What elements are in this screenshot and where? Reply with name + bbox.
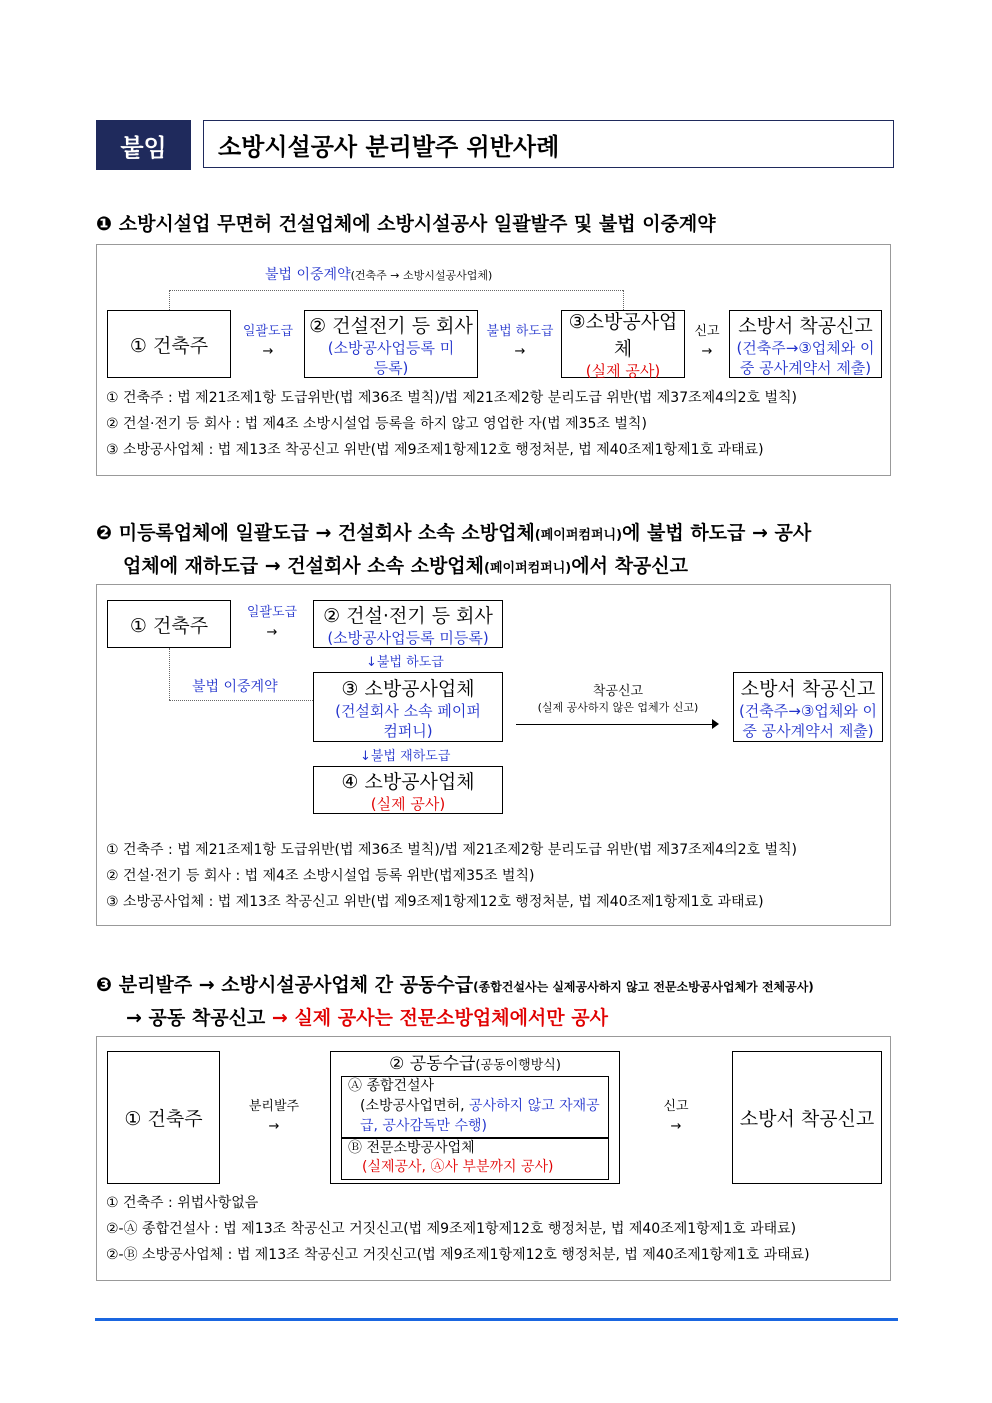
s2-contractor-title: ② 건설·전기 등 회사	[323, 604, 493, 627]
s2-dual-line-v	[169, 648, 170, 700]
section2-title-part: 에서 착공신고	[571, 555, 688, 577]
s3-fire-station-box	[732, 1051, 882, 1184]
s1-note: ② 건설·전기 등 회사 : 법 제4조 소방시설업 등록을 하지 않고 영업한 자(법 제35조 벌칙)	[106, 416, 647, 432]
section2-title-part: 에 불법 하도급 → 공사	[622, 522, 812, 544]
s2-report-sub: (실제 공사하지 않은 업체가 신고)	[537, 701, 699, 714]
s3-arrow1-label: 분리발주	[248, 1099, 300, 1114]
s2-report-line	[516, 724, 714, 725]
section1-title	[96, 209, 716, 240]
s1-fire-station-sub: (건축주→③업체와 이중 공사계약서 제출)	[736, 338, 875, 377]
section2-title-part: 미등록업체에 일괄도급 → 건설회사 소속 소방업체	[118, 522, 535, 544]
s2-report-arrow	[515, 680, 721, 715]
s1-owner-label: ① 건축주	[129, 334, 209, 357]
s1-fire-station-title: 소방서 착공신고	[738, 314, 873, 337]
section2-title-part: (페이퍼컴퍼니)	[484, 561, 572, 576]
dual-contract-main: 불법 이중계약	[265, 267, 351, 283]
s3-arrow2-label: 신고	[663, 1099, 689, 1114]
s3-joint-title-main: ② 공동수급	[389, 1054, 476, 1074]
arrow-head-icon	[712, 719, 719, 729]
s1-contractor-title: ② 건설전기 등 회사	[309, 314, 473, 337]
s3-joint-box	[330, 1051, 620, 1184]
s2-down-arrow2: ↓불법 재하도급	[360, 749, 451, 764]
s1-note: ③ 소방공사업체 : 법 제13조 착공신고 위반(법 제9조제1항제12호 행정처분, 법 제40조제1항제1호 과태료)	[106, 442, 764, 458]
section2-marker: ❷	[96, 522, 113, 544]
s2-fire-station-title: 소방서 착공신고	[740, 677, 876, 700]
s2-owner-box	[107, 600, 231, 648]
s1-fire-contractor-box	[561, 310, 685, 378]
s2-notes	[106, 837, 886, 915]
s3-general-contractor-title: Ⓐ 종합건설사	[348, 1078, 435, 1094]
s2-contractor-sub: (소방공사업등록 미등록)	[327, 628, 489, 647]
section1-dual-contract-label	[265, 264, 492, 284]
section2-title-part: 업체에 재하도급 → 건설회사 소속 소방업체	[123, 555, 485, 577]
s3-owner-box	[107, 1051, 220, 1184]
s3-fire-contractor-sub: (실제공사, Ⓐ사 부분까지 공사)	[362, 1159, 554, 1175]
footer-divider	[95, 1318, 898, 1321]
s2-dual-contract-label: 불법 이중계약	[192, 679, 278, 695]
dual-contract-line-left	[169, 290, 170, 310]
s1-fire-station-box	[729, 310, 882, 378]
s2-real-contractor-sub: (실제 공사)	[370, 794, 446, 813]
arrow-right-icon: →	[262, 344, 274, 359]
s2-fire-station-box	[733, 672, 883, 742]
s2-paper-company-title: ③ 소방공사업체	[341, 677, 475, 700]
s3-note: ① 건축주 : 위법사항없음	[106, 1195, 259, 1211]
s2-owner-label: ① 건축주	[129, 614, 209, 637]
arrow-right-icon: →	[268, 1119, 280, 1134]
appendix-tag: 붙임	[96, 120, 191, 170]
s1-arrow1-label: 일괄도급	[242, 324, 294, 339]
s1-arrow2	[482, 322, 558, 362]
section3-title	[96, 970, 896, 1034]
section3-marker: ❸	[96, 974, 113, 996]
s2-note: ① 건축주 : 법 제21조제1항 도급위반(법 제36조 벌칙)/법 제21조제2항 분리도급 위반(법 제37조제4의2호 벌칙)	[106, 842, 797, 858]
section3-title-part: 분리발주 → 소방시설공사업체 간 공동수급	[118, 974, 474, 996]
s3-joint-title	[331, 1052, 619, 1078]
dual-contract-sub: (건축주 → 소방시설공사업체)	[350, 269, 493, 282]
page-title: 소방시설공사 분리발주 위반사례	[203, 120, 894, 168]
s3-owner-label: ① 건축주	[124, 1108, 203, 1130]
s2-real-contractor-title: ④ 소방공사업체	[341, 770, 475, 793]
s2-fire-station-sub: (건축주→③업체와 이중 공사계약서 제출)	[738, 701, 878, 740]
section3-title-part: → 공동 착공신고	[126, 1007, 266, 1029]
s3-arrow1	[240, 1097, 308, 1137]
s1-notes	[106, 385, 886, 463]
s1-fire-contractor-sub: (실제 공사)	[585, 362, 661, 380]
s3-arrow2	[646, 1097, 706, 1137]
s3-notes	[106, 1190, 886, 1268]
s3-fire-station-label: 소방서 착공신고	[739, 1108, 875, 1130]
s3-general-sub-black: (소방공사업면허,	[360, 1098, 465, 1114]
s1-note: ① 건축주 : 법 제21조제1항 도급위반(법 제36조 벌칙)/법 제21조제2항 분리도급 위반(법 제37조제4의2호 벌칙)	[106, 390, 797, 406]
s1-contractor-box	[304, 310, 478, 378]
s1-arrow3-label: 신고	[694, 324, 720, 339]
s3-fire-contractor-box	[341, 1138, 609, 1180]
s1-arrow1	[236, 322, 300, 362]
s2-paper-company-sub: (건설회사 소속 페이퍼 컴퍼니)	[335, 701, 481, 740]
s3-note: ②-Ⓑ 소방공사업체 : 법 제13조 착공신고 거짓신고(법 제9조제1항제12호 행정처분, 법 제40조제1항제1호 과태료)	[106, 1247, 810, 1263]
s1-arrow3	[688, 322, 726, 362]
s2-arrow1-label: 일괄도급	[246, 605, 298, 620]
s3-general-sub-blue: 공사하지 않고 자재공급, 공사감독만 수행)	[360, 1098, 600, 1134]
section2-title-part: (페이퍼컴퍼니)	[534, 528, 623, 543]
s1-fire-contractor-title: ③소방공사업체	[568, 311, 678, 360]
s3-general-contractor-sub	[348, 1096, 602, 1136]
arrow-right-icon: →	[266, 625, 278, 640]
s1-owner-box	[107, 310, 231, 378]
s2-contractor-box	[313, 600, 503, 648]
s3-fire-contractor-title: Ⓑ 전문소방공사업체	[348, 1140, 475, 1156]
dual-contract-line	[169, 290, 623, 291]
s2-arrow1	[238, 603, 306, 643]
section2-title	[96, 518, 896, 584]
section3-title-part: (종합건설사는 실제공사하지 않고 전문소방공사업체가 전체공사)	[473, 980, 814, 994]
s2-down-arrow1: ↓불법 하도급	[366, 655, 444, 670]
section3-title-part: → 실제 공사는 전문소방업체에서만 공사	[271, 1007, 608, 1029]
s3-note: ②-Ⓐ 종합건설사 : 법 제13조 착공신고 거짓신고(법 제9조제1항제12호 행정처분, 법 제40조제1항제1호 과태료)	[106, 1221, 797, 1237]
s2-real-contractor-box	[313, 766, 503, 814]
s2-paper-company-box	[313, 672, 503, 742]
s3-general-contractor-box	[341, 1076, 609, 1138]
s2-note: ② 건설·전기 등 회사 : 법 제4조 소방시설업 등록 위반(법제35조 벌칙)	[106, 868, 535, 884]
s1-contractor-sub: (소방공사업등록 미등록)	[327, 338, 455, 377]
section1-title-text: 소방시설업 무면허 건설업체에 소방시설공사 일괄발주 및 불법 이중계약	[118, 213, 716, 235]
s1-arrow2-label: 불법 하도급	[486, 324, 554, 339]
s2-note: ③ 소방공사업체 : 법 제13조 착공신고 위반(법 제9조제1항제12호 행정처분, 법 제40조제1항제1호 과태료)	[106, 894, 764, 910]
arrow-right-icon: →	[670, 1119, 682, 1134]
arrow-right-icon: →	[701, 344, 713, 359]
section1-marker: ❶	[96, 213, 113, 235]
s2-report-label: 착공신고	[592, 684, 644, 699]
s2-dual-line-h	[169, 700, 313, 701]
s3-joint-title-sub: (공동이행방식)	[475, 1058, 561, 1073]
arrow-right-icon: →	[514, 344, 526, 359]
